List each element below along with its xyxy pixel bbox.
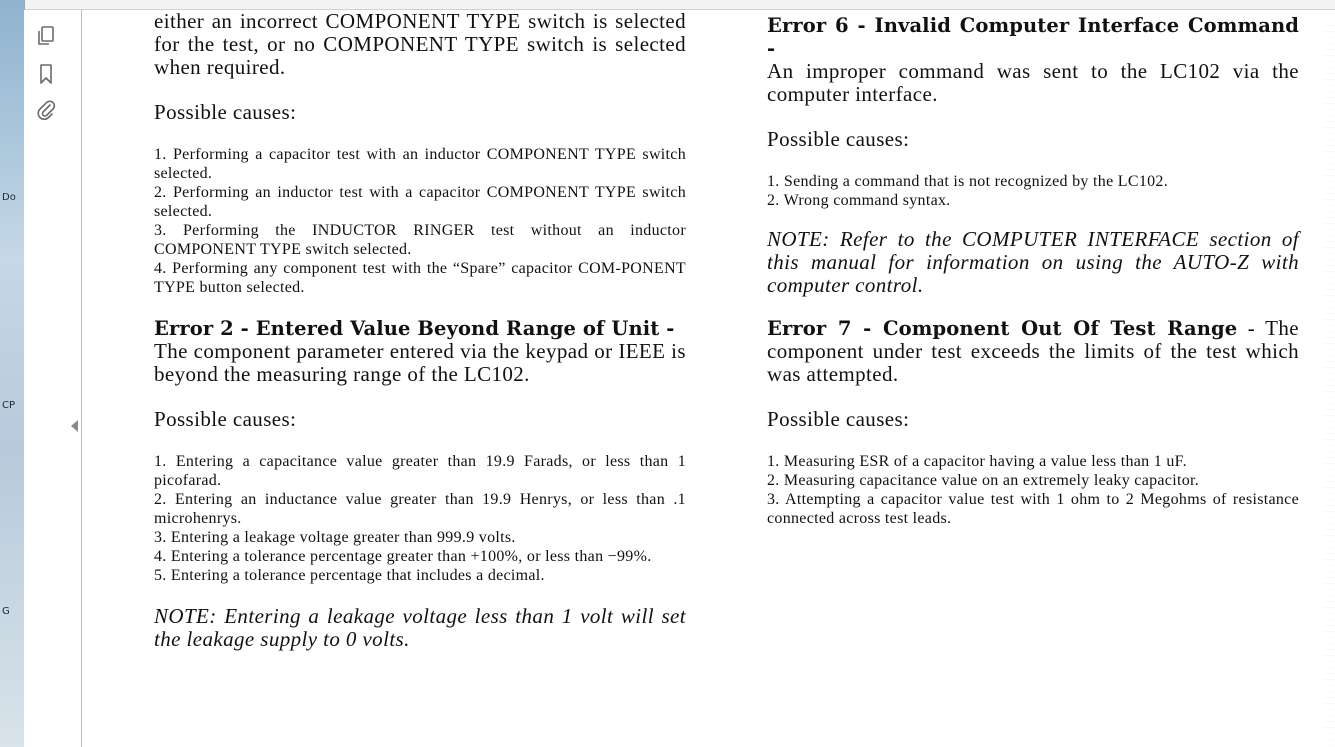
causes-list xyxy=(154,145,686,297)
document-page xyxy=(82,10,1335,747)
bookmark-icon[interactable] xyxy=(34,62,58,86)
causes-list xyxy=(154,452,686,585)
list-item: 3. Attempting a capacitor value test with 1 ohm to 2 Megohms of resistance connected across test leads. xyxy=(767,491,1299,527)
list-item: 2. Performing an inductor test with a capacitor COMPONENT TYPE switch selected. xyxy=(154,184,686,220)
desktop-label[interactable]: CP xyxy=(2,400,16,411)
list-item: 4. Performing any component test with the “Spare” capacitor COM-PONENT TYPE button selected. xyxy=(154,260,686,296)
list-item: 1. Entering a capacitance value greater than 19.9 Farads, or less than 1 picofarad. xyxy=(154,453,686,489)
error-2-text: The component parameter entered via the keypad or IEEE is beyond the measuring range of the LC102. xyxy=(154,339,686,386)
navigation-pane xyxy=(24,10,68,747)
intro-paragraph: either an incorrect COMPONENT TYPE switch is selected for the test, or no COMPONENT TYPE switch is selected when required. xyxy=(154,10,686,79)
list-item: 2. Wrong command syntax. xyxy=(767,192,951,209)
error-6-text: An improper command was sent to the LC102 via the computer interface. xyxy=(767,59,1299,106)
desktop-label[interactable]: Do xyxy=(2,192,16,203)
list-item: 3. Entering a leakage voltage greater than 999.9 volts. xyxy=(154,529,516,546)
causes-list xyxy=(767,452,1299,528)
pane-splitter[interactable] xyxy=(67,10,82,747)
list-item: 2. Measuring capacitance value on an extremely leaky capacitor. xyxy=(767,472,1200,489)
collapse-pane-arrow-icon[interactable] xyxy=(71,420,78,432)
error-7-heading: Error 7 - Component Out Of Test Range xyxy=(767,317,1238,340)
note-paragraph: NOTE: Refer to the COMPUTER INTERFACE section of this manual for information on using the AUTO-Z with computer control. xyxy=(767,227,1299,297)
desktop-label[interactable]: G xyxy=(2,606,10,617)
pages-icon[interactable] xyxy=(34,24,58,48)
causes-title: Possible causes: xyxy=(154,407,297,431)
causes-title: Possible causes: xyxy=(767,127,910,151)
list-item: 3. Performing the INDUCTOR RINGER test without an inductor COMPONENT TYPE switch selected. xyxy=(154,222,686,258)
list-item: 1. Measuring ESR of a capacitor having a value less than 1 uF. xyxy=(767,453,1187,470)
error-7-text: - The component under test exceeds the limits of the test which was attempted. xyxy=(767,316,1299,386)
causes-title: Possible causes: xyxy=(154,100,297,124)
window-top-edge xyxy=(0,0,1335,10)
list-item: 5. Entering a tolerance percentage that includes a decimal. xyxy=(154,567,545,584)
list-item: 1. Performing a capacitor test with an inductor COMPONENT TYPE switch selected. xyxy=(154,146,686,182)
error-2-heading: Error 2 - Entered Value Beyond Range of Unit - xyxy=(154,317,675,340)
list-item: 1. Sending a command that is not recognized by the LC102. xyxy=(767,173,1169,190)
list-item: 2. Entering an inductance value greater than 19.9 Henrys, or less than .1 microhenrys. xyxy=(154,491,686,527)
desktop-background-strip xyxy=(0,0,25,747)
error-2-section xyxy=(154,317,686,386)
page-edge xyxy=(1323,20,1335,747)
error-6-section xyxy=(767,14,1299,106)
error-7-section xyxy=(767,317,1299,386)
note-paragraph: NOTE: Entering a leakage voltage less than 1 volt will set the leakage supply to 0 volts. xyxy=(154,604,686,651)
causes-list xyxy=(767,172,1299,210)
list-item: 4. Entering a tolerance percentage greater than +100%, or less than −99%. xyxy=(154,548,652,565)
right-column xyxy=(767,14,1299,528)
left-column xyxy=(154,10,686,651)
causes-title: Possible causes: xyxy=(767,407,910,431)
attachment-icon[interactable] xyxy=(34,98,58,122)
error-6-heading: Error 6 - Invalid Computer Interface Command - xyxy=(767,14,1299,60)
